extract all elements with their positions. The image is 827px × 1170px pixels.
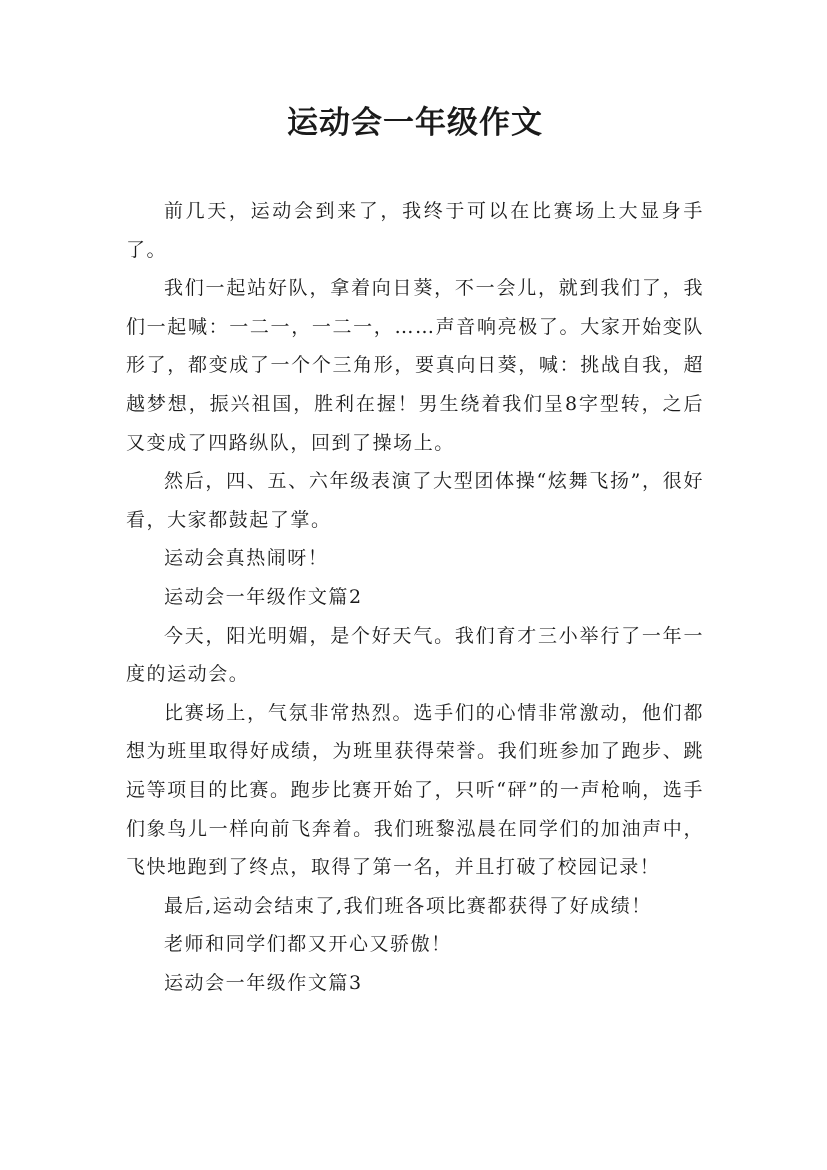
section-heading-3: 运动会一年级作文篇3 [164,971,363,994]
document-body [126,192,704,1002]
document-page [126,0,704,1170]
paragraph-7: 最后,运动会结束了,我们班各项比赛都获得了好成绩！ [164,894,652,917]
paragraph-8: 老师和同学们都又开心又骄傲！ [164,933,452,956]
paragraph-5: 今天，阳光明媚，是个好天气。我们育才三小举行了一年一度的运动会。 [126,624,704,686]
paragraph-4: 运动会真热闹呀！ [164,547,329,570]
paragraph-6: 比赛场上，气氛非常热烈。选手们的心情非常激动，他们都想为班里取得好成绩，为班里获得荣誉。我们班参加了跑步、跳远等项目的比赛。跑步比赛开始了，只听“砰”的一声枪响，选手们象鸟儿一样向前飞奔着。我们班黎泓晨在同学们的加油声中，飞快地跑到了终点，取得了第一名，并且打破了校园记录！ [126,701,704,879]
paragraph-2: 我们一起站好队，拿着向日葵，不一会儿，就到我们了，我们一起喊：一二一，一二一，……声音响亮极了。大家开始变队形了，都变成了一个个三角形，要真向日葵，喊：挑战自我，超越梦想，振兴祖国，胜利在握！男生绕着我们呈8字型转，之后又变成了四路纵队，回到了操场上。 [126,277,704,454]
paragraph-3: 然后，四、五、六年级表演了大型团体操“炫舞飞扬”，很好看，大家都鼓起了掌。 [126,470,704,531]
paragraph-1: 前几天，运动会到来了，我终于可以在比赛场上大显身手了。 [126,200,704,261]
section-heading-2: 运动会一年级作文篇2 [164,585,363,608]
document-title: 运动会一年级作文 [287,105,543,141]
